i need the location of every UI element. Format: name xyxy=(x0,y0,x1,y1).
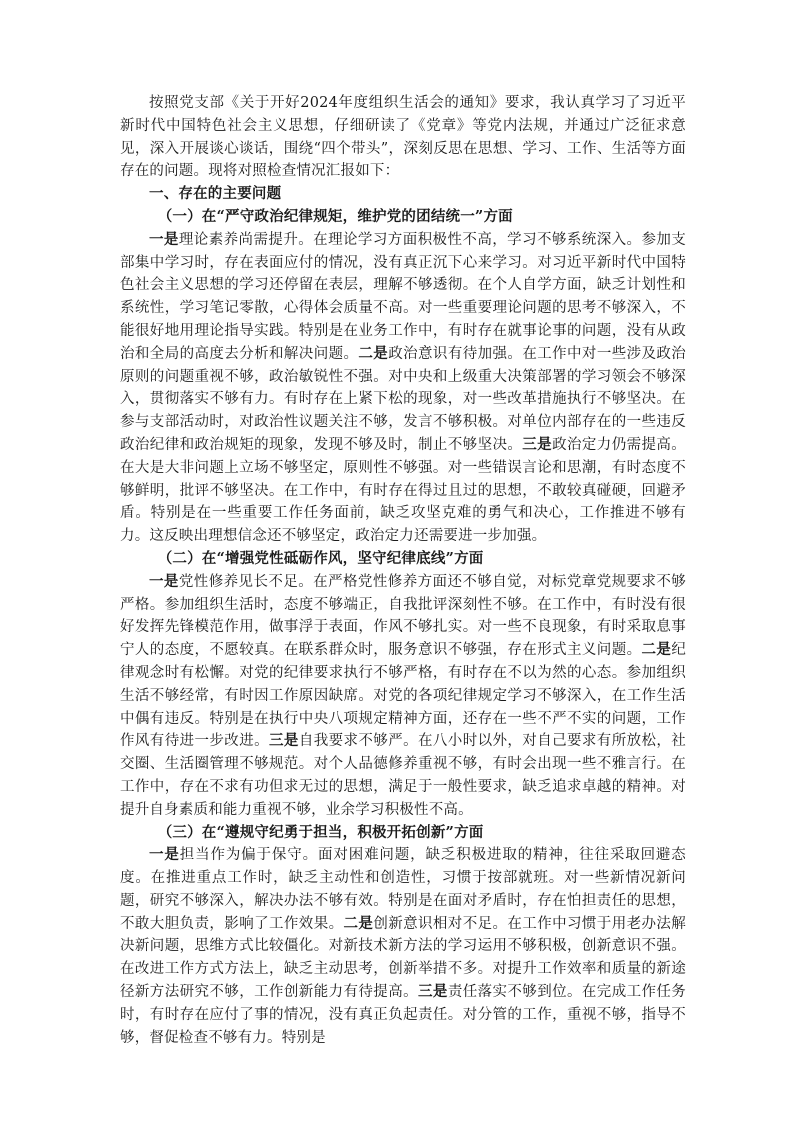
point-text-1: 党性修养见长不足。在严格党性修养方面还不够自觉，对标党章党规要求不够严格。参加组织生活时，态度不够端正，自我批评深刻性不够。在工作中，有时没有很好发挥先锋模范作用，做事浮于表面，作风不够扎实。对一些不良现象，有时采取息事宁人的态度，不愿较真。在联系群众时，服务意识不够强，存在形式主义问题。 xyxy=(120,573,687,659)
intro-paragraph: 按照党支部《关于开好2024年度组织生活会的通知》要求，我认真学习了习近平新时代中国特色社会主义思想，仔细研读了《党章》等党内法规，并通过广泛征求意见，深入开展谈心谈话，围绕“四个带头”，深刻反思在思想、学习、工作、生活等方面存在的问题。现将对照检查情况汇报如下： xyxy=(120,95,686,180)
subsection-1-body xyxy=(120,229,686,548)
point-lead-1: 一是 xyxy=(149,230,179,248)
point-lead-3: 三是 xyxy=(269,732,299,750)
document-page xyxy=(120,92,686,1049)
point-text-2: 纪律观念时有松懈。对党的纪律要求执行不够严格，有时存在不以为然的心态。参加组织生活不够经常，有时因工作原因缺席。对党的各项纪律规定学习不够深入，在工作生活中偶有违反。特别是在执行中央八项规定精神方面，还存在一些不严不实的问题，工作作风有待进一步改进。 xyxy=(120,642,687,750)
point-lead-1: 一是 xyxy=(149,846,180,864)
point-lead-3: 三是 xyxy=(522,435,553,453)
point-text-2: 创新意识相对不足。在工作中习惯于用老办法解决新问题，思维方式比较僵化。对新技术新方法的学习运用不够积极，创新意识不强。在改进工作方式方法上，缺乏主动思考，创新举措不多。对提升工作效率和质量的新途径新方法研究不够，工作创新能力有待提高。 xyxy=(120,915,687,1001)
point-lead-2: 二是 xyxy=(343,914,374,932)
point-text-3: 政治定力仍需提高。在大是大非问题上立场不够坚定，原则性不够强。对一些错误言论和思潮，有时态度不够鲜明，批评不够坚决。在工作中，有时存在得过且过的思想，不敢较真碰硬，回避矛盾。特别是在一些重要工作任务面前，缺乏攻坚克难的勇气和决心，工作推进不够有力。这反映出理想信念还不够坚定，政治定力还需要进一步加强。 xyxy=(120,436,686,545)
point-text-1: 理论素养尚需提升。在理论学习方面积极性不高，学习不够系统深入。参加支部集中学习时，存在表面应付的情况，没有真正沉下心来学习。对习近平新时代中国特色社会主义思想的学习还停留在表层，理解不够透彻。在个人自学方面，缺乏计划性和系统性，学习笔记零散，心得体会质量不高。对一些重要理论问题的思考不够深入，不能很好地用理论指导实践。特别是在业务工作中，有时存在就事论事的问题，没有从政治和全局的高度去分析和解决问题。 xyxy=(120,231,687,362)
point-text-3: 自我要求不够严。在八小时以外，对自己要求有所放松，社交圈、生活圈管理不够规范。对个人品德修养重视不够，有时会出现一些不雅言行。在工作中，存在不求有功但求无过的思想，满足于一般性要求，缺乏追求卓越的精神。对提升自身素质和能力重视不够，业余学习积极性不高。 xyxy=(120,733,687,818)
point-lead-1: 一是 xyxy=(149,572,179,590)
point-text-1: 担当作为偏于保守。面对困难问题，缺乏积极进取的精神，往往采取回避态度。在推进重点工作时，缺乏主动性和创造性，习惯于按部就班。对一些新情况新问题，研究不够深入，解决办法不够有效。特别是在面对矛盾时，存在怕担责任的思想，不敢大胆负责，影响了工作效果。 xyxy=(120,847,686,932)
subsection-3-body xyxy=(120,844,686,1049)
point-lead-2: 二是 xyxy=(641,641,672,659)
point-lead-2: 二是 xyxy=(358,344,389,362)
section-heading-problems: 一、存在的主要问题 xyxy=(149,185,282,203)
point-lead-3: 三是 xyxy=(418,983,448,1001)
subsection-heading-1: （一）在“严守政治纪律规矩，维护党的团结统一”方面 xyxy=(157,207,513,225)
subsection-2-body xyxy=(120,571,686,822)
subsection-heading-3: （三）在“遵规守纪勇于担当，积极开拓创新”方面 xyxy=(157,823,484,841)
point-text-3: 责任落实不够到位。在完成工作任务时，有时存在应付了事的情况，没有真正负起责任。对分管的工作，重视不够，指导不够，督促检查不够有力。特别是 xyxy=(120,984,687,1046)
point-text-2: 政治意识有待加强。在工作中对一些涉及政治原则的问题重视不够，政治敏锐性不强。对中央和上级重大决策部署的学习领会不够深入，贯彻落实不够有力。有时存在上紧下松的现象，对一些改革措施执行不够坚决。在参与支部活动时，对政治性议题关注不够，发言不够积极。对单位内部存在的一些违反政治纪律和政治规矩的现象，发现不够及时，制止不够坚决。 xyxy=(120,345,687,453)
subsection-heading-2: （二）在“增强党性砥砺作风，坚守纪律底线”方面 xyxy=(157,549,484,567)
